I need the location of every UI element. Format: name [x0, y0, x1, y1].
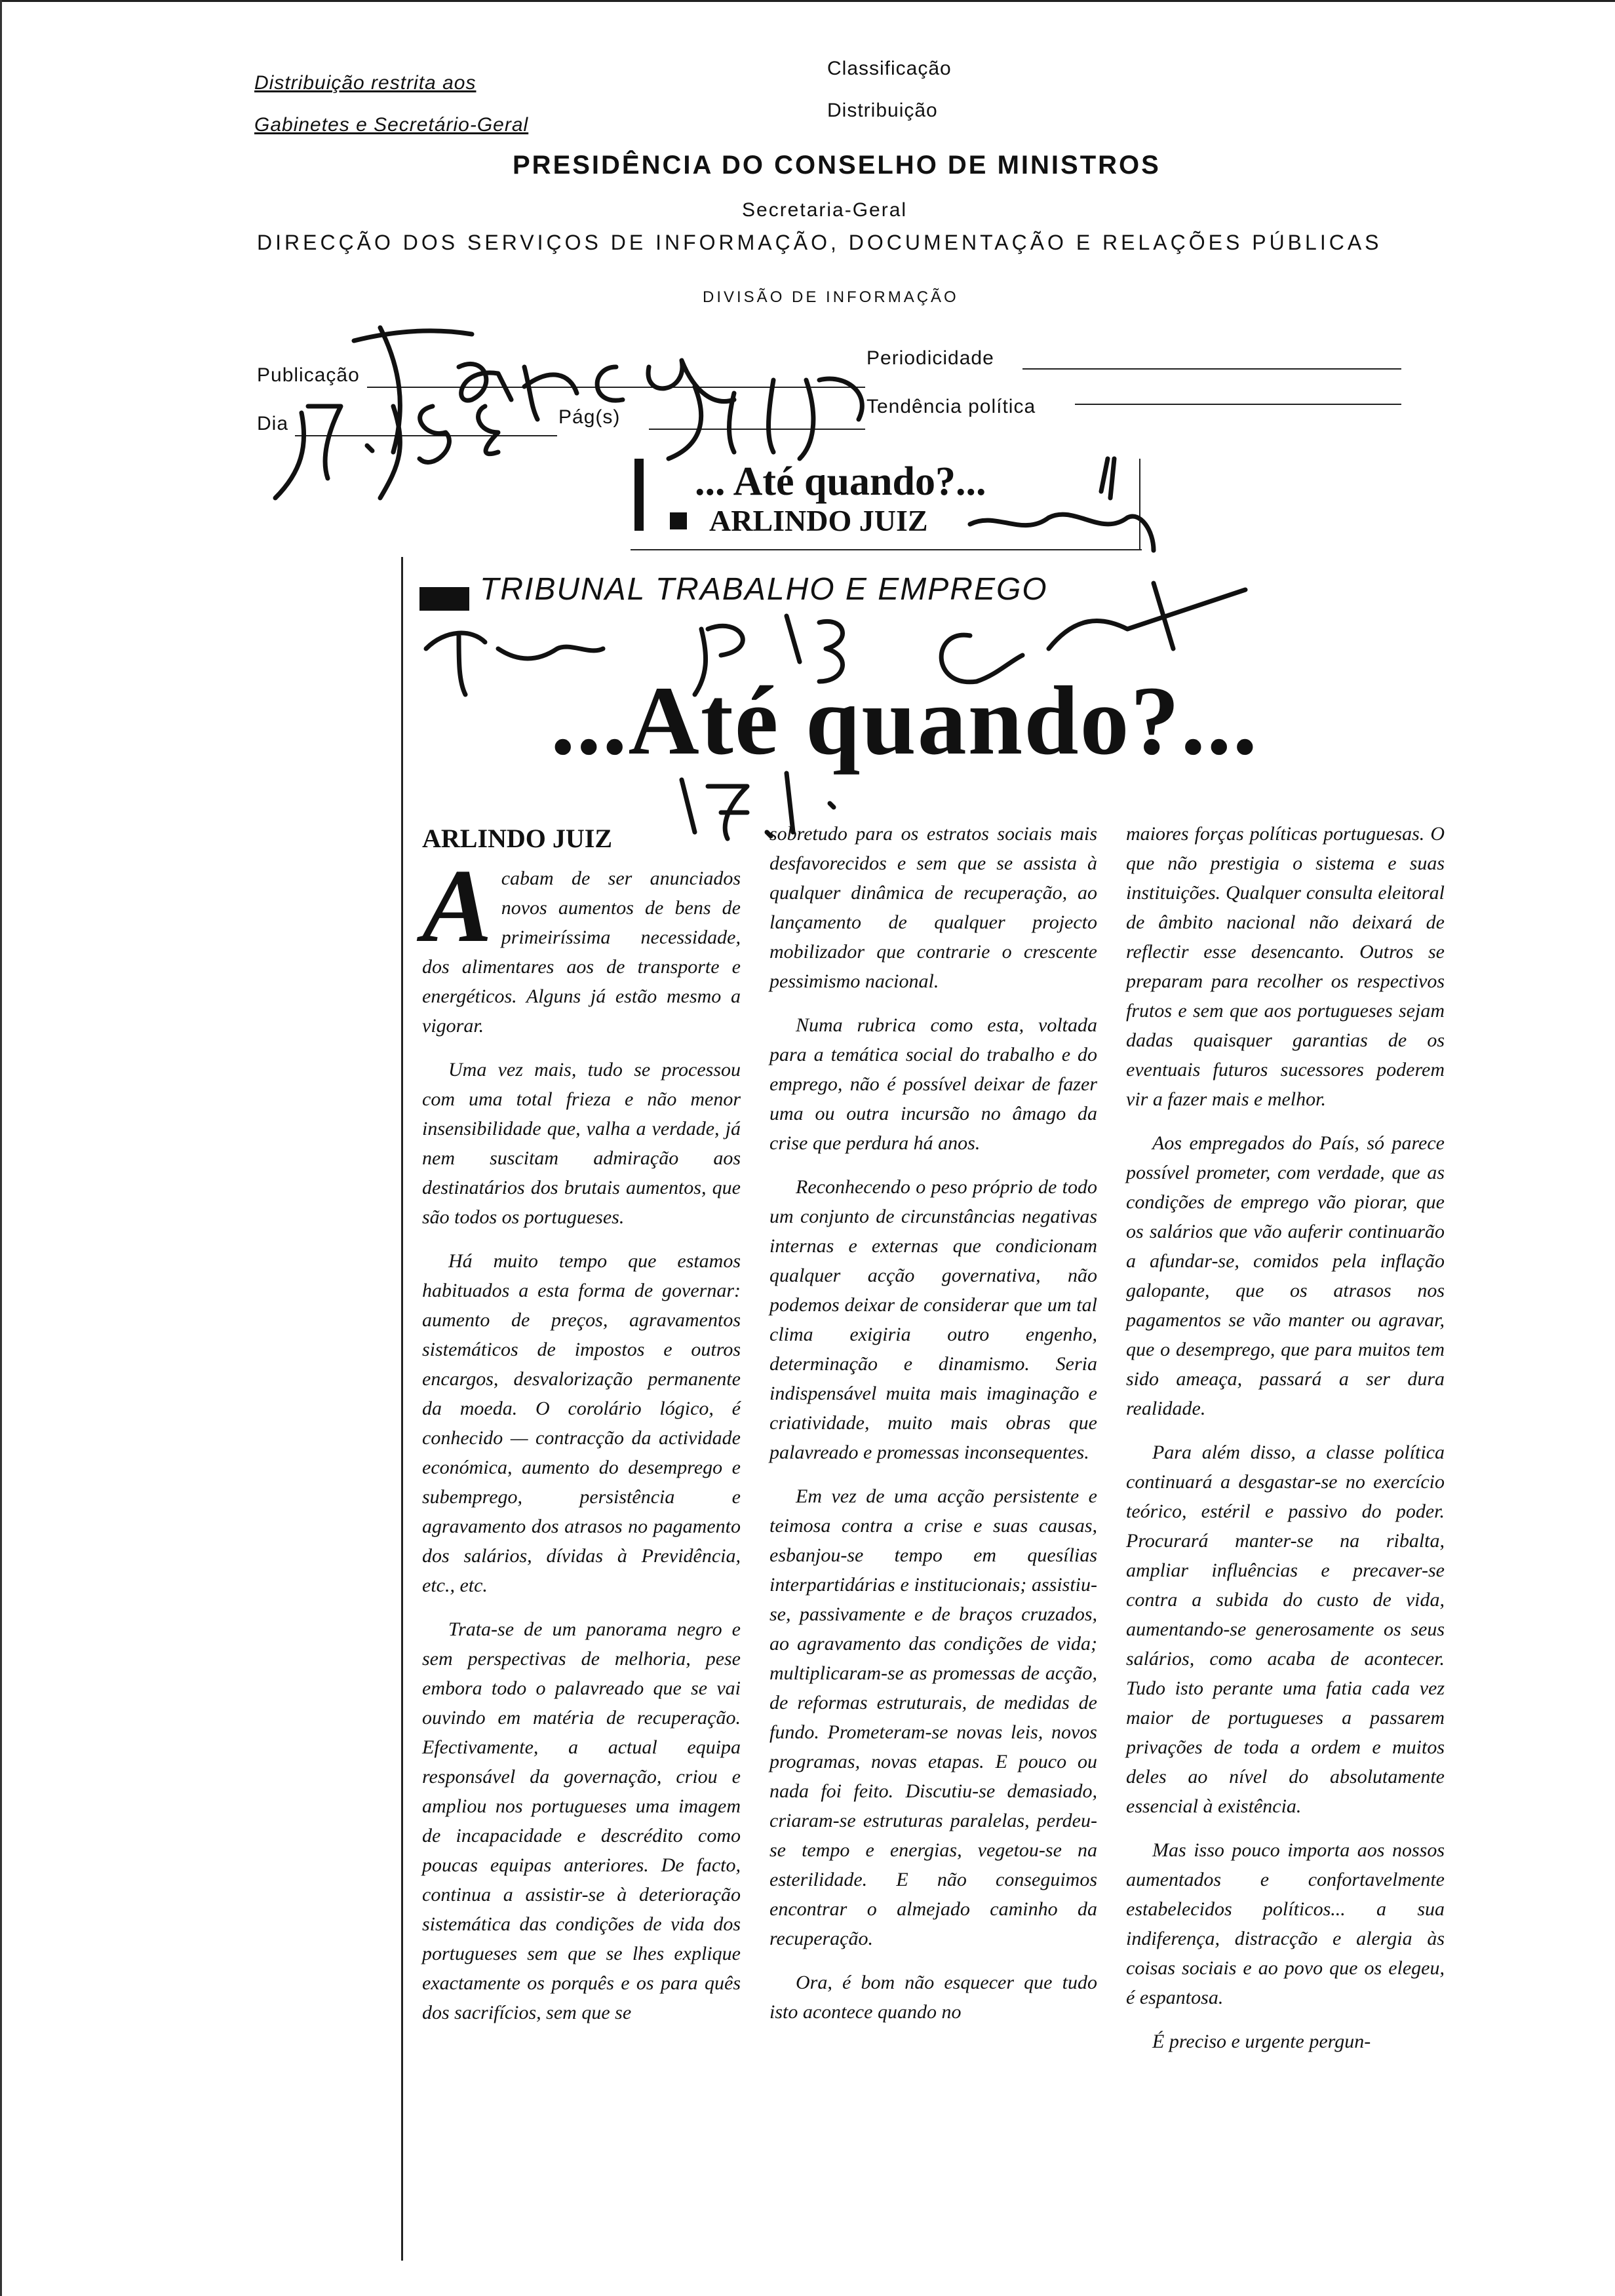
political-tendency-label: Tendência política — [866, 396, 1036, 417]
classification-label: Classificação — [827, 58, 952, 79]
paragraph: Para além disso, a classe política continuará a desgastar-se no exercício teórico, estéril e passivo do poder. Procurará manter-se na ribalta, ampliar influências e precaver-se contra a subida do custo de vida, aumentando-se generosamente os seus salários, como acaba de acontecer. Tudo isto perante uma fatia cada vez maior de portugueses a passarem privações de toda a ordem e muitos deles ao nível do absolutamente essencial à existência. — [1126, 1442, 1445, 1817]
secretariat-title: Secretaria-Geral — [742, 199, 908, 221]
handwritten-date — [275, 406, 498, 498]
paragraph: sobretudo para os estratos sociais mais desfavorecidos e sem que se assista à qualquer dinâmica de recuperação, ao lançamento de qualquer projecto mobilizador que contrarie o crescente pessimismo nacional. — [769, 823, 1097, 992]
distribution-label: Distribuição — [827, 100, 938, 121]
paragraph: Em vez de uma acção persistente e teimosa contra a crise e suas causas, esbanjou-se tempo em quesílias interpartidárias e institucionais; assistiu-se, passivamente e de braços cruzados, ao agravamento das condições de vida; multiplicaram-se as promessas de acção, de reformas estruturais, de medidas de fundo. Prometeram-se novas leis, novos programas, novas etapas. E pouco ou nada foi feito. Discutiu-se demasiado, criaram-se estruturas paralelas, perdeu-se tempo e energias, vegetou-se na esterilidade. E não conseguimos encontrar o almejado caminho da recuperação. — [769, 1485, 1097, 1949]
paragraph: É preciso e urgente pergun- — [1152, 2031, 1371, 2052]
institution-title: PRESIDÊNCIA DO CONSELHO DE MINISTROS — [513, 151, 1161, 180]
paragraph: Numa rubrica como esta, voltada para a temática social do trabalho e do emprego, não é possível deixar de fazer uma ou outra incursão no âmago da crise que perdura há anos. — [769, 1014, 1097, 1154]
paragraph: Trata-se de um panorama negro e sem perspectivas de melhoria, pese embora todo o palavreado que se vai ouvindo em matéria de recuperação. Efectivamente, a actual equipa responsável da governação, criou e ampliou nos portugueses uma imagem de incapacidade e descrédito como poucas equipas anteriores. De facto, continua a assistir-se à deterioração sistemática das condições de vida dos portugueses sem que se lhes explique exactamente os porquês e os para quês dos sacrifícios, sem que se — [422, 1618, 741, 2023]
paragraph: Acabam de ser anunciados novos aumentos de bens de primeiríssima necessidade, dos alimentares aos de transporte e energéticos. Alguns já estão mesmo a vigorar. — [422, 847, 741, 1037]
restricted-distribution-line1: Distribuição restrita aos — [254, 72, 477, 94]
article-author: ARLINDO JUIZ — [422, 824, 613, 853]
periodicity-label: Periodicidade — [866, 347, 994, 369]
section-title: TRIBUNAL TRABALHO E EMPREGO — [480, 572, 1048, 607]
handwritten-article-date — [682, 773, 834, 839]
directorate-title: DIRECÇÃO DOS SERVIÇOS DE INFORMAÇÃO, DOCUMENTAÇÃO E RELAÇÕES PÚBLICAS — [257, 231, 1382, 254]
paragraph: Ora, é bom não esquecer que tudo isto acontece quando no — [769, 1972, 1097, 2023]
handwritten-publication-name — [354, 328, 734, 452]
handwritten-stamp-notes — [970, 459, 1154, 550]
paragraph: Uma vez mais, tudo se processou com uma total frieza e não menor insensibilidade que, valha a verdade, já nem suscitam admiração aos destinatários dos brutais aumentos, que são todos os portugueses. — [422, 1059, 741, 1228]
headline: ...Até quando?... — [551, 666, 1259, 775]
paragraph: Mas isso pouco importa aos nossos aumentados e confortavelmente estabelecidos políticos... a sua indiferença, distracção e alergia às coisas sociais e ao povo que os elegeu, é espantosa. — [1126, 1839, 1445, 2008]
division-title: DIVISÃO DE INFORMAÇÃO — [703, 288, 959, 306]
stamp-title: ... Até quando?... — [695, 459, 986, 504]
restricted-distribution-line2: Gabinetes e Secretário-Geral — [254, 114, 529, 136]
paragraph: maiores forças políticas portuguesas. O que não prestigia o sistema e suas instituições. Qualquer consulta eleitoral de âmbito nacional não deixará de reflectir esse desencanto. Outros se preparam para recolher os respectivos frutos e sem que aos portugueses sejam dadas quaisquer garantias de os eventuais futuros sucessores poderem vir a fazer mais e melhor. — [1126, 823, 1445, 1110]
publication-label: Publicação — [257, 364, 360, 386]
day-label: Dia — [257, 413, 289, 434]
handwritten-section-notes — [426, 583, 1245, 695]
pages-label: Pág(s) — [558, 406, 621, 428]
handwritten-pages — [669, 379, 862, 459]
paragraph: Aos empregados do País, só parece possível prometer, com verdade, que as condições de emprego vão piorar, que os salários que vão auferir continuarão a afundar-se, comidos pela inflação galopante, que os atrasos nos pagamentos se vão manter ou agravar, que o desemprego, que para muitos tem sido ameaça, passará a ser dura realidade. — [1126, 1132, 1445, 1419]
paragraph: Reconhecendo o peso próprio de todo um conjunto de circunstâncias negativas internas e externas que condicionam qualquer acção governativa, não podemos deixar de considerar que um tal clima exigiria outro engenho, determinação e dinamismo. Seria indispensável muita mais imaginação e criatividade, muito mais obras que palavreado e promessas inconsequentes. — [769, 1176, 1097, 1463]
drop-cap: A — [422, 847, 492, 964]
stamp-author: ARLINDO JUIZ — [709, 504, 928, 537]
paragraph: Há muito tempo que estamos habituados a esta forma de governar: aumento de preços, agravamentos sistemáticos de impostos e outros encargos, desvalorização permanente da moeda. O corolário lógico, é conhecido — contracção da actividade económica, aumento do desemprego e subemprego, persistência e agravamento dos atrasos no pagamento dos salários, dívidas à Previdência, etc., etc. — [422, 1250, 741, 1596]
